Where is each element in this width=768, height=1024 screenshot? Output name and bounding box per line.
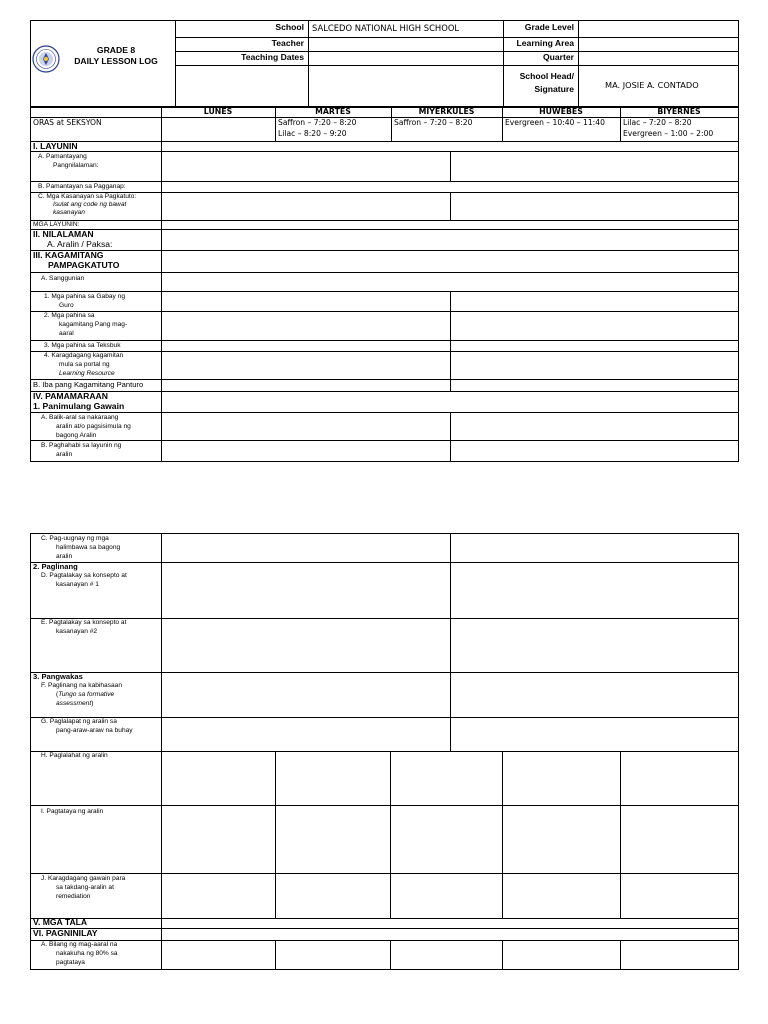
row-c-label: C. Mga Kasanayan sa Pagkatuto: — [38, 193, 137, 200]
row-iba-pang-kagamitan: B. Iba pang Kagamitang Panturo — [33, 380, 144, 389]
row-gabay-ng-guro: 1. Mga pahina sa Gabay ng — [44, 293, 126, 300]
row-aralin-paksa: A. Aralin / Paksa: — [47, 239, 113, 249]
section-pamamaraan: IV. PAMAMARAAN — [33, 391, 108, 401]
section-nilalaman: II. NILALAMAN — [33, 229, 94, 239]
row-pagtataya: I. Pagtataya ng aralin — [41, 808, 104, 815]
row-teksbuk: 3. Mga pahina sa Teksbuk — [44, 342, 121, 349]
section-kagamitang-2: PAMPAGKATUTO — [48, 260, 120, 270]
row-paghahabi-2: aralin — [56, 451, 73, 458]
row-sanggunian: A. Sanggunian — [41, 275, 85, 282]
section-mga-tala: V. MGA TALA — [33, 917, 88, 927]
row-pagtalakay-1-2: kasanayan # 1 — [56, 581, 99, 588]
row-karagdagang-kagamitan: 4. Karagdagang kagamitan — [44, 352, 124, 359]
row-kagamitang-mag-aaral-3: aaral — [59, 330, 74, 337]
teaching-dates-label: Teaching Dates — [241, 52, 304, 62]
schedule-biyernes-2: Evergreen – 1:00 – 2:00 — [623, 129, 714, 138]
day-header-lunes: LUNES — [203, 107, 233, 116]
row-gabay-ng-guro-2: Guro — [59, 302, 74, 309]
row-pagtalakay-1: D. Pagtalakay sa konsepto at — [41, 572, 127, 579]
section-layunin: I. LAYUNIN — [33, 141, 78, 151]
signature-label: Signature — [534, 84, 574, 94]
section-panimulang-gawain: 1. Panimulang Gawain — [33, 401, 125, 411]
school-value: SALCEDO NATIONAL HIGH SCHOOL — [312, 23, 460, 33]
section-pangwakas: 3. Pangwakas — [33, 672, 83, 681]
row-karagdagang-gawain-3: remediation — [56, 893, 91, 900]
schedule-huwebes-1: Evergreen – 10:40 – 11:40 — [505, 118, 605, 127]
grade-label: GRADE 8 — [96, 45, 136, 55]
learning-area-label: Learning Area — [516, 38, 574, 48]
schedule-label: ORAS at SEKSYON — [33, 118, 102, 127]
schedule-martes-1: Saffron – 7:20 – 8:20 — [278, 118, 357, 127]
row-pag-uugnay-3: aralin — [56, 553, 73, 560]
row-balik-aral-3: bagong Aralin — [56, 432, 97, 439]
day-header-biyernes: BIYERNES — [657, 107, 701, 116]
schedule-miyerkules-1: Saffron – 7:20 – 8:20 — [394, 118, 473, 127]
day-header-huwebes: HUWEBES — [539, 107, 583, 116]
row-paglalahat: H. Paglalahat ng aralin — [41, 752, 108, 759]
row-b-label: B. Pamantayan sa Pagganap: — [38, 183, 126, 190]
deped-seal-logo — [32, 45, 60, 73]
row-a-label-2: Pangnilalaman: — [53, 162, 99, 169]
log-title: DAILY LESSON LOG — [74, 56, 158, 66]
row-paglinang-kabihasaan-2: (Tungo sa formative — [56, 691, 115, 698]
row-c-label-3: kasanayan — [53, 209, 85, 216]
school-head-value: MA. JOSIE A. CONTADO — [605, 80, 699, 90]
section-kagamitang: III. KAGAMITANG — [33, 250, 104, 260]
row-karagdagang-gawain: J. Karagdagang gawain para — [41, 875, 126, 882]
schedule-martes-2: Lilac – 8:20 – 9:20 — [278, 129, 347, 138]
row-paglalapat-2: pang-araw-araw na buhay — [56, 727, 133, 734]
school-label: School — [275, 22, 304, 32]
row-bilang-mag-aaral-2: nakakuha ng 80% sa — [56, 950, 118, 957]
day-header-martes: MARTES — [315, 107, 351, 116]
row-balik-aral-2: aralin at/o pagsisimula ng — [56, 423, 131, 430]
row-karagdagang-kagamitan-3: Learning Resource — [59, 370, 115, 377]
day-header-miyerkules: MIYERKULES — [418, 107, 475, 116]
row-karagdagang-gawain-2: sa takdang-aralin at — [56, 884, 114, 891]
section-paglinang: 2. Paglinang — [33, 562, 78, 571]
grade-level-label: Grade Level — [524, 22, 574, 32]
schedule-biyernes-1: Lilac – 7:20 – 8:20 — [623, 118, 692, 127]
row-c-label-2: Isulat ang code ng bawat — [53, 201, 127, 208]
school-head-label: School Head/ — [519, 71, 574, 81]
row-kagamitang-mag-aaral-2: kagamitang Pang mag- — [59, 321, 128, 328]
row-bilang-mag-aaral: A. Bilang ng mag-aaral na — [41, 941, 118, 948]
quarter-label: Quarter — [542, 52, 574, 62]
row-paglinang-kabihasaan: F. Paglinang na kabihasaan — [41, 682, 123, 689]
row-pag-uugnay: C. Pag-uugnay ng mga — [41, 535, 109, 542]
row-karagdagang-kagamitan-2: mula sa portal ng — [59, 361, 110, 368]
row-mga-layunin: MGA LAYUNIN: — [33, 221, 80, 228]
row-paglalapat: G. Paglalapat ng aralin sa — [41, 718, 117, 725]
row-a-label: A. Pamantayang — [38, 153, 87, 160]
row-paghahabi: B. Paghahabi sa layunin ng — [41, 442, 122, 449]
row-pag-uugnay-2: halimbawa sa bagong — [56, 544, 121, 551]
row-paglinang-kabihasaan-3: assessment) — [56, 700, 94, 707]
row-bilang-mag-aaral-3: pagtataya — [56, 959, 85, 966]
section-pagninilay: VI. PAGNINILAY — [33, 928, 98, 938]
teacher-label: Teacher — [271, 38, 304, 48]
row-pagtalakay-2: E. Pagtalakay sa konsepto at — [41, 619, 127, 626]
row-pagtalakay-2-2: kasanayan #2 — [56, 628, 98, 635]
row-balik-aral: A. Balik-aral sa nakaraang — [41, 414, 119, 421]
row-kagamitang-mag-aaral: 2. Mga pahina sa — [44, 312, 95, 319]
